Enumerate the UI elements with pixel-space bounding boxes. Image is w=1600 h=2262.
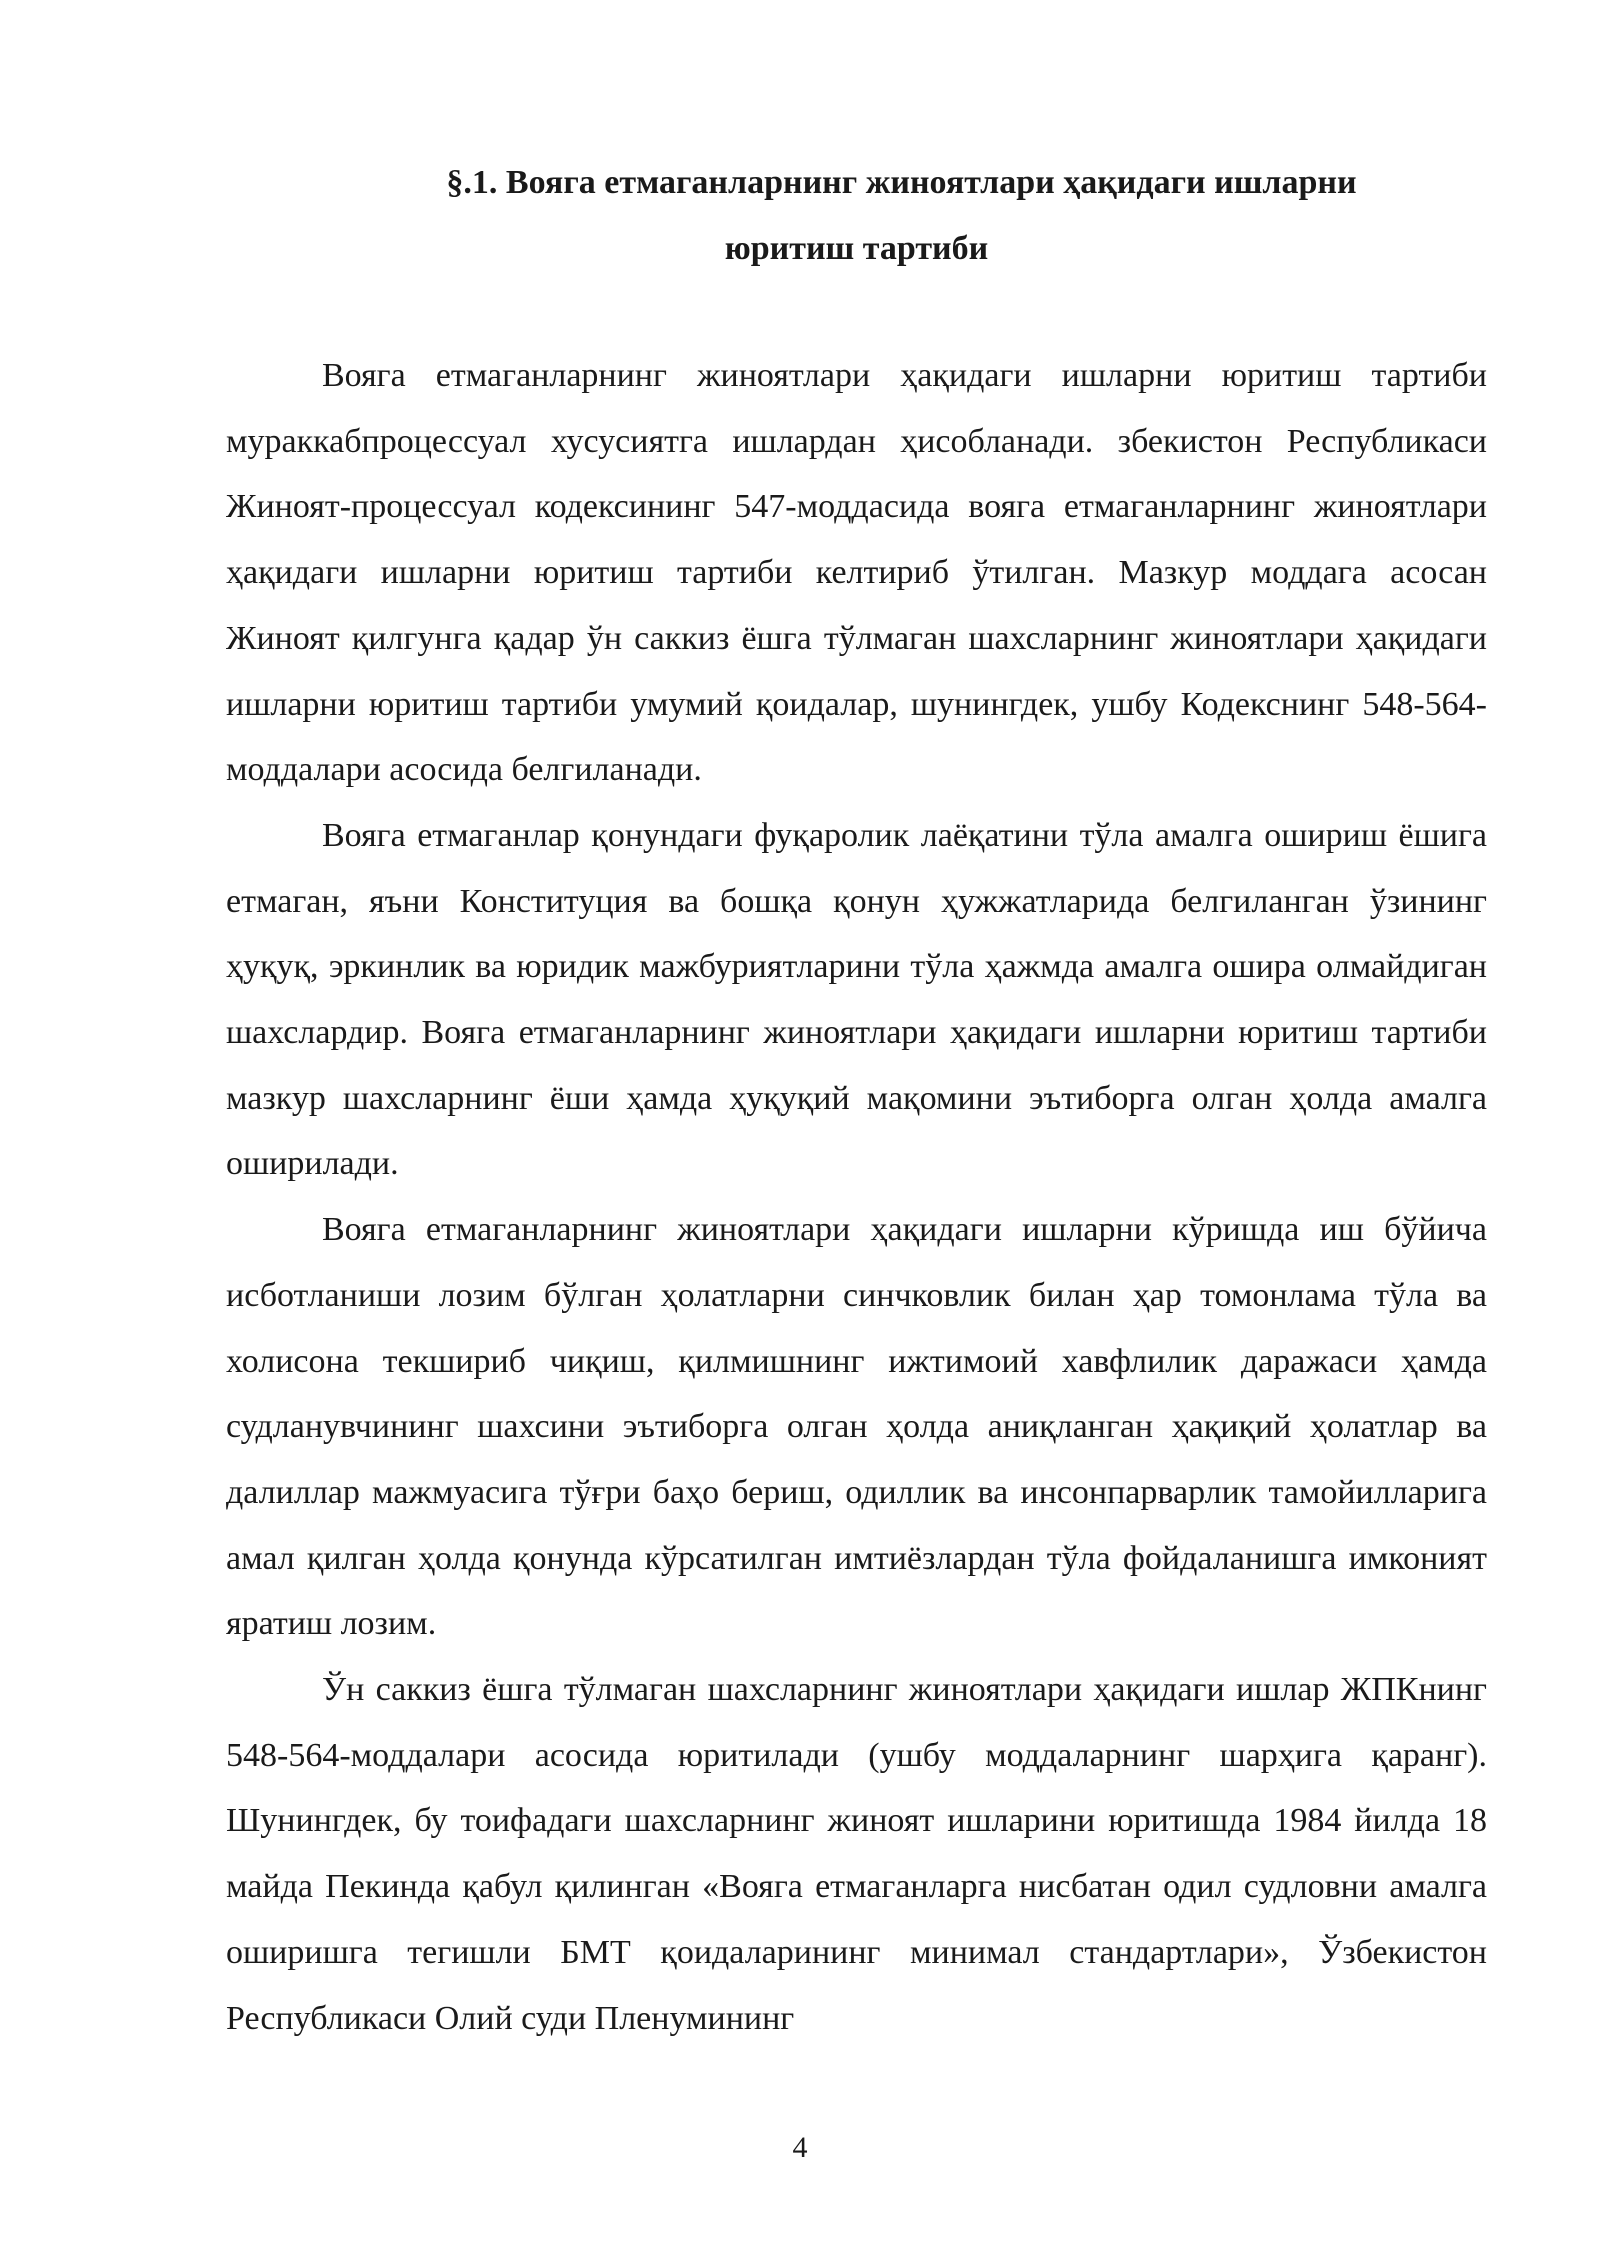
- paragraph-4: Ўн саккиз ёшга тўлмаган шахсларнинг жиноятлари ҳақидаги ишлар ЖПКнинг 548-564-моддалари асосида юритилади (ушбу моддаларнинг шарҳига қаранг). Шунингдек, бу тоифадаги шахсларнинг жиноят ишларини юритишда 1984 йилда 18 майда Пекинда қабул қилинган «Вояга етмаганларга нисбатан одил судловни амалга оширишга тегишли БМТ қоидаларининг минимал стандартлари», Ўзбекистон Республикаси Олий суди Пленумининг: [226, 1671, 1487, 2037]
- page-number: 4: [792, 2131, 808, 2164]
- section-title: [226, 150, 1487, 282]
- section-title-line-2: юритиш тартиби: [724, 230, 989, 267]
- paragraph-1: Вояга етмаганларнинг жиноятлари ҳақидаги ишларни юритиш тартиби мураккабпроцессуал хусусиятга ишлардан ҳисобланади. збекистон Республикаси Жиноят-процессуал кодексининг 547-моддасида вояга етмаганларнинг жиноятлари ҳақидаги ишларни юритиш тартиби келтириб ўтилган. Мазкур моддага асосан Жиноят қилгунга қадар ўн саккиз ёшга тўлмаган шахсларнинг жиноятлари ҳақидаги ишларни юритиш тартиби умумий қоидалар, шунингдек, ушбу Кодекснинг 548-564-моддалари асосида белгиланади.: [226, 357, 1487, 789]
- paragraph-2: Вояга етмаганлар қонундаги фуқаролик лаёқатини тўла амалга ошириш ёшига етмаган, яъни Конституция ва бошқа қонун ҳужжатларида белгиланган ўзининг ҳуқуқ, эркинлик ва юридик мажбуриятларини тўла ҳажмда амалга ошира олмайдиган шахслардир. Вояга етмаганларнинг жиноятлари ҳақидаги ишларни юритиш тартиби мазкур шахсларнинг ёши ҳамда ҳуқуқий мақомини эътиборга олган ҳолда амалга оширилади.: [226, 816, 1487, 1183]
- section-title-line-1: §.1. Вояга етмаганларнинг жиноятлари ҳақидаги ишларни: [446, 164, 1357, 201]
- body-text: [226, 343, 1487, 2051]
- paragraph-3: Вояга етмаганларнинг жиноятлари ҳақидаги ишларни кўришда иш бўйича исботланиши лозим бўлган ҳолатларни синчковлик билан ҳар томонлама тўла ва холисона текшириб чиқиш, қилмишнинг ижтимоий хавфлилик даражаси ҳамда судланувчининг шахсини эътиборга олган ҳолда аниқланган ҳақиқий ҳолатлар ва далиллар мажмуасига тўғри баҳо бериш, одиллик ва инсонпарварлик тамойилларига амал қилган ҳолда қонунда кўрсатилган имтиёзлардан тўла фойдаланишга имконият яратиш лозим.: [226, 1211, 1487, 1643]
